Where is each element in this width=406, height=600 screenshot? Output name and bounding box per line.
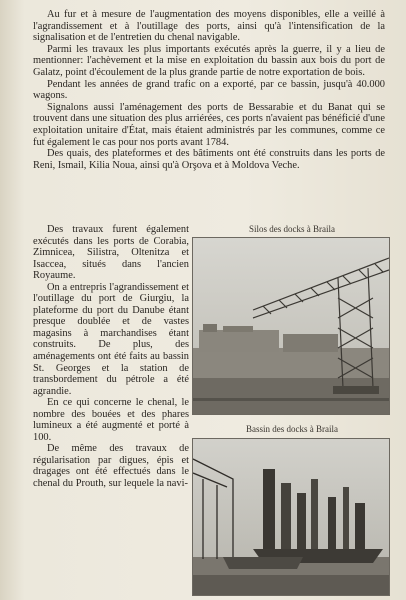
paragraph: On a entrepris l'agrandissement et l'outillage du port de Giurgiu, la plateforme du port du Danube étant presque doublée et de vastes magasins à marchandises étant construits. De plus, des aménagements ont été faits au bassin St. Georges et la station de transbordement du pétrole a été agrandie. (33, 281, 189, 397)
paragraph: Signalons aussi l'aménagement des ports de Bessarabie et du Banat qui se trouvent dans une situation des plus arriérées, ces ports n'avaient pas bénéficié d'une exploitation unitaire d'État, mais étaient administrés par les communes, comme ce fut également le cas pour nos ports avant 1784. (33, 101, 385, 148)
paragraph: Des travaux furent également exécutés dans les ports de Corabia, Zimnicea, Silistra, Oltenitza et Isaccea, situés dans l'ancien Royaume. (33, 224, 189, 282)
paragraph: Parmi les travaux les plus importants exécutés après la guerre, il y a lieu de mentionner: l'achèvement et la mise en exploitation du bassin aux bois du port de Galatz, point d'écoulement de la plus grande partie de notre exportation de bois. (33, 43, 385, 78)
silos-crane-illustration (193, 238, 389, 414)
paragraph: Des quais, des plateformes et des bâtiments ont été construits dans les ports de Reni, Ismail, Kilia Noua, ainsi qu'à Orşova et à Moldova Veche. (33, 148, 385, 171)
paragraph: Pendant les années de grand trafic on a exporté, par ce bassin, jusqu'à 40.000 wagons. (33, 78, 385, 102)
bassin-docks-illustration (193, 439, 389, 595)
paragraph: En ce qui concerne le chenal, le nombre des bouées et des phares lumineux a été augmenté et porté à 100. (33, 397, 189, 443)
paragraph: De même des travaux de régularisation par digues, épis et dragages ont été effectués dans le chenal du Prouth, sur lequele la navi- (33, 443, 189, 490)
left-column-text (33, 224, 189, 490)
photo-caption-silos: Silos des docks à Braila (249, 224, 335, 234)
photo-silos-braila (192, 237, 390, 415)
photo-bassin-braila (192, 438, 390, 596)
paragraph: Au fur et à mesure de l'augmentation des moyens disponibles, elle a veillé à l'agrandissement et à l'outillage des ports, ainsi qu'à l'intensification de la signalisation et de l'entretien du chenal navigable. (33, 9, 385, 44)
full-width-text (33, 9, 385, 171)
photo-caption-bassin: Bassin des docks à Braila (246, 424, 338, 434)
